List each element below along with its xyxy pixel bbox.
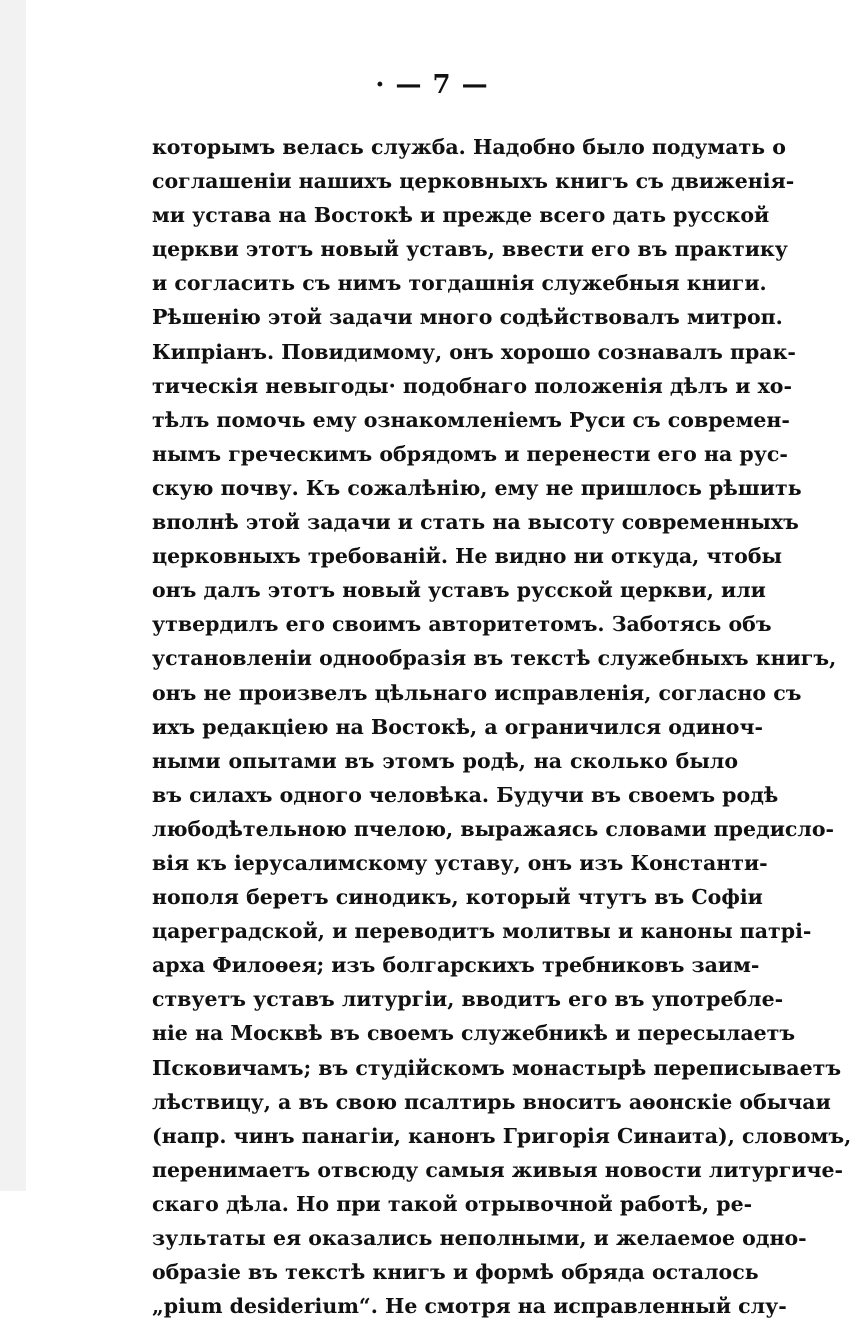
text-line: церковныхъ требованій. Не видно ни откуда, чтобы [152, 544, 783, 569]
text-line: цареградской, и переводитъ молитвы и каноны патрі- [152, 919, 812, 944]
text-line: установленіи однообразія въ текстѣ служебныхъ книгъ, [152, 646, 837, 671]
text-line: перенимаетъ отвсюду самыя живыя новости литургиче- [152, 1157, 844, 1182]
text-line: вія къ іерусалимскому уставу, онъ изъ Константи- [152, 850, 768, 875]
text-line: лѣствицу, а въ свою псалтирь вноситъ аѳонскіе обычаи [152, 1089, 831, 1114]
text-line: и согласить съ нимъ тогдашнія служебныя книги. [152, 271, 767, 296]
text-line: которымъ велась служба. Надобно было подумать о [152, 135, 786, 159]
page-edge-shadow [0, 0, 26, 1191]
text-line: церкви этотъ новый уставъ, ввести его въ практику [152, 237, 788, 262]
text-line: скую почву. Къ сожалѣнію, ему не пришлось рѣшить [152, 475, 802, 500]
text-line: вполнѣ этой задачи и стать на высоту современныхъ [152, 510, 799, 535]
text-line: Псковичамъ; въ студійскомъ монастырѣ переписываетъ [152, 1055, 842, 1080]
text-line: Кипріанъ. Повидимому, онъ хорошо сознавалъ прак- [152, 339, 796, 364]
text-line: (напр. чинъ панагіи, канонъ Григорія Синаита), словомъ, [152, 1123, 852, 1148]
page-number: · — 7 — [375, 70, 489, 100]
text-line: нополя беретъ синодикъ, который чтутъ въ Софіи [152, 885, 763, 910]
text-line: утвердилъ его своимъ авторитетомъ. Заботясь объ [152, 612, 772, 637]
text-line: ствуетъ уставъ литургіи, вводитъ его въ употребле- [152, 987, 784, 1012]
text-line: ными опытами въ этомъ родѣ, на сколько было [152, 748, 738, 773]
text-line: тическія невыгоды· подобнаго положенія дѣлъ и хо- [152, 373, 792, 398]
text-line: тѣлъ помочь ему ознакомленіемъ Руси съ современ- [152, 407, 790, 432]
text-line: арха Филоѳея; изъ болгарскихъ требниковъ заим- [152, 953, 760, 978]
text-line: нымъ греческимъ обрядомъ и перенести его на рус- [152, 441, 788, 466]
text-line: любодѣтельною пчелою, выражаясь словами предисло- [152, 816, 835, 841]
text-line: ніе на Москвѣ въ своемъ служебникѣ и пересылаетъ [152, 1021, 796, 1046]
text-line: онъ не произвелъ цѣльнаго исправленія, согласно съ [152, 680, 802, 705]
text-line: зультаты ея оказались неполными, и желаемое одно- [152, 1226, 807, 1250]
text-line: онъ далъ этотъ новый уставъ русской церкви, или [152, 578, 766, 603]
text-line: соглашеніи нашихъ церковныхъ книгъ съ движенія- [152, 169, 795, 194]
text-line: „pium desiderium“. Не смотря на исправленный слу- [152, 1294, 787, 1319]
text-line: образіе въ текстѣ книгъ и формѣ обряда осталось [152, 1260, 759, 1285]
text-line: скаго дѣла. Но при такой отрывочной работѣ, ре- [152, 1191, 753, 1216]
text-line: въ силахъ одного человѣка. Будучи въ своемъ родѣ [152, 782, 779, 807]
text-line: ихъ редакціею на Востокѣ, а ограничился одиноч- [152, 714, 763, 739]
text-line: Рѣшенію этой задачи много содѣйствовалъ митроп. [152, 305, 783, 330]
text-line: ми устава на Востокѣ и прежде всего дать русской [152, 203, 770, 228]
body-text [152, 130, 852, 1323]
